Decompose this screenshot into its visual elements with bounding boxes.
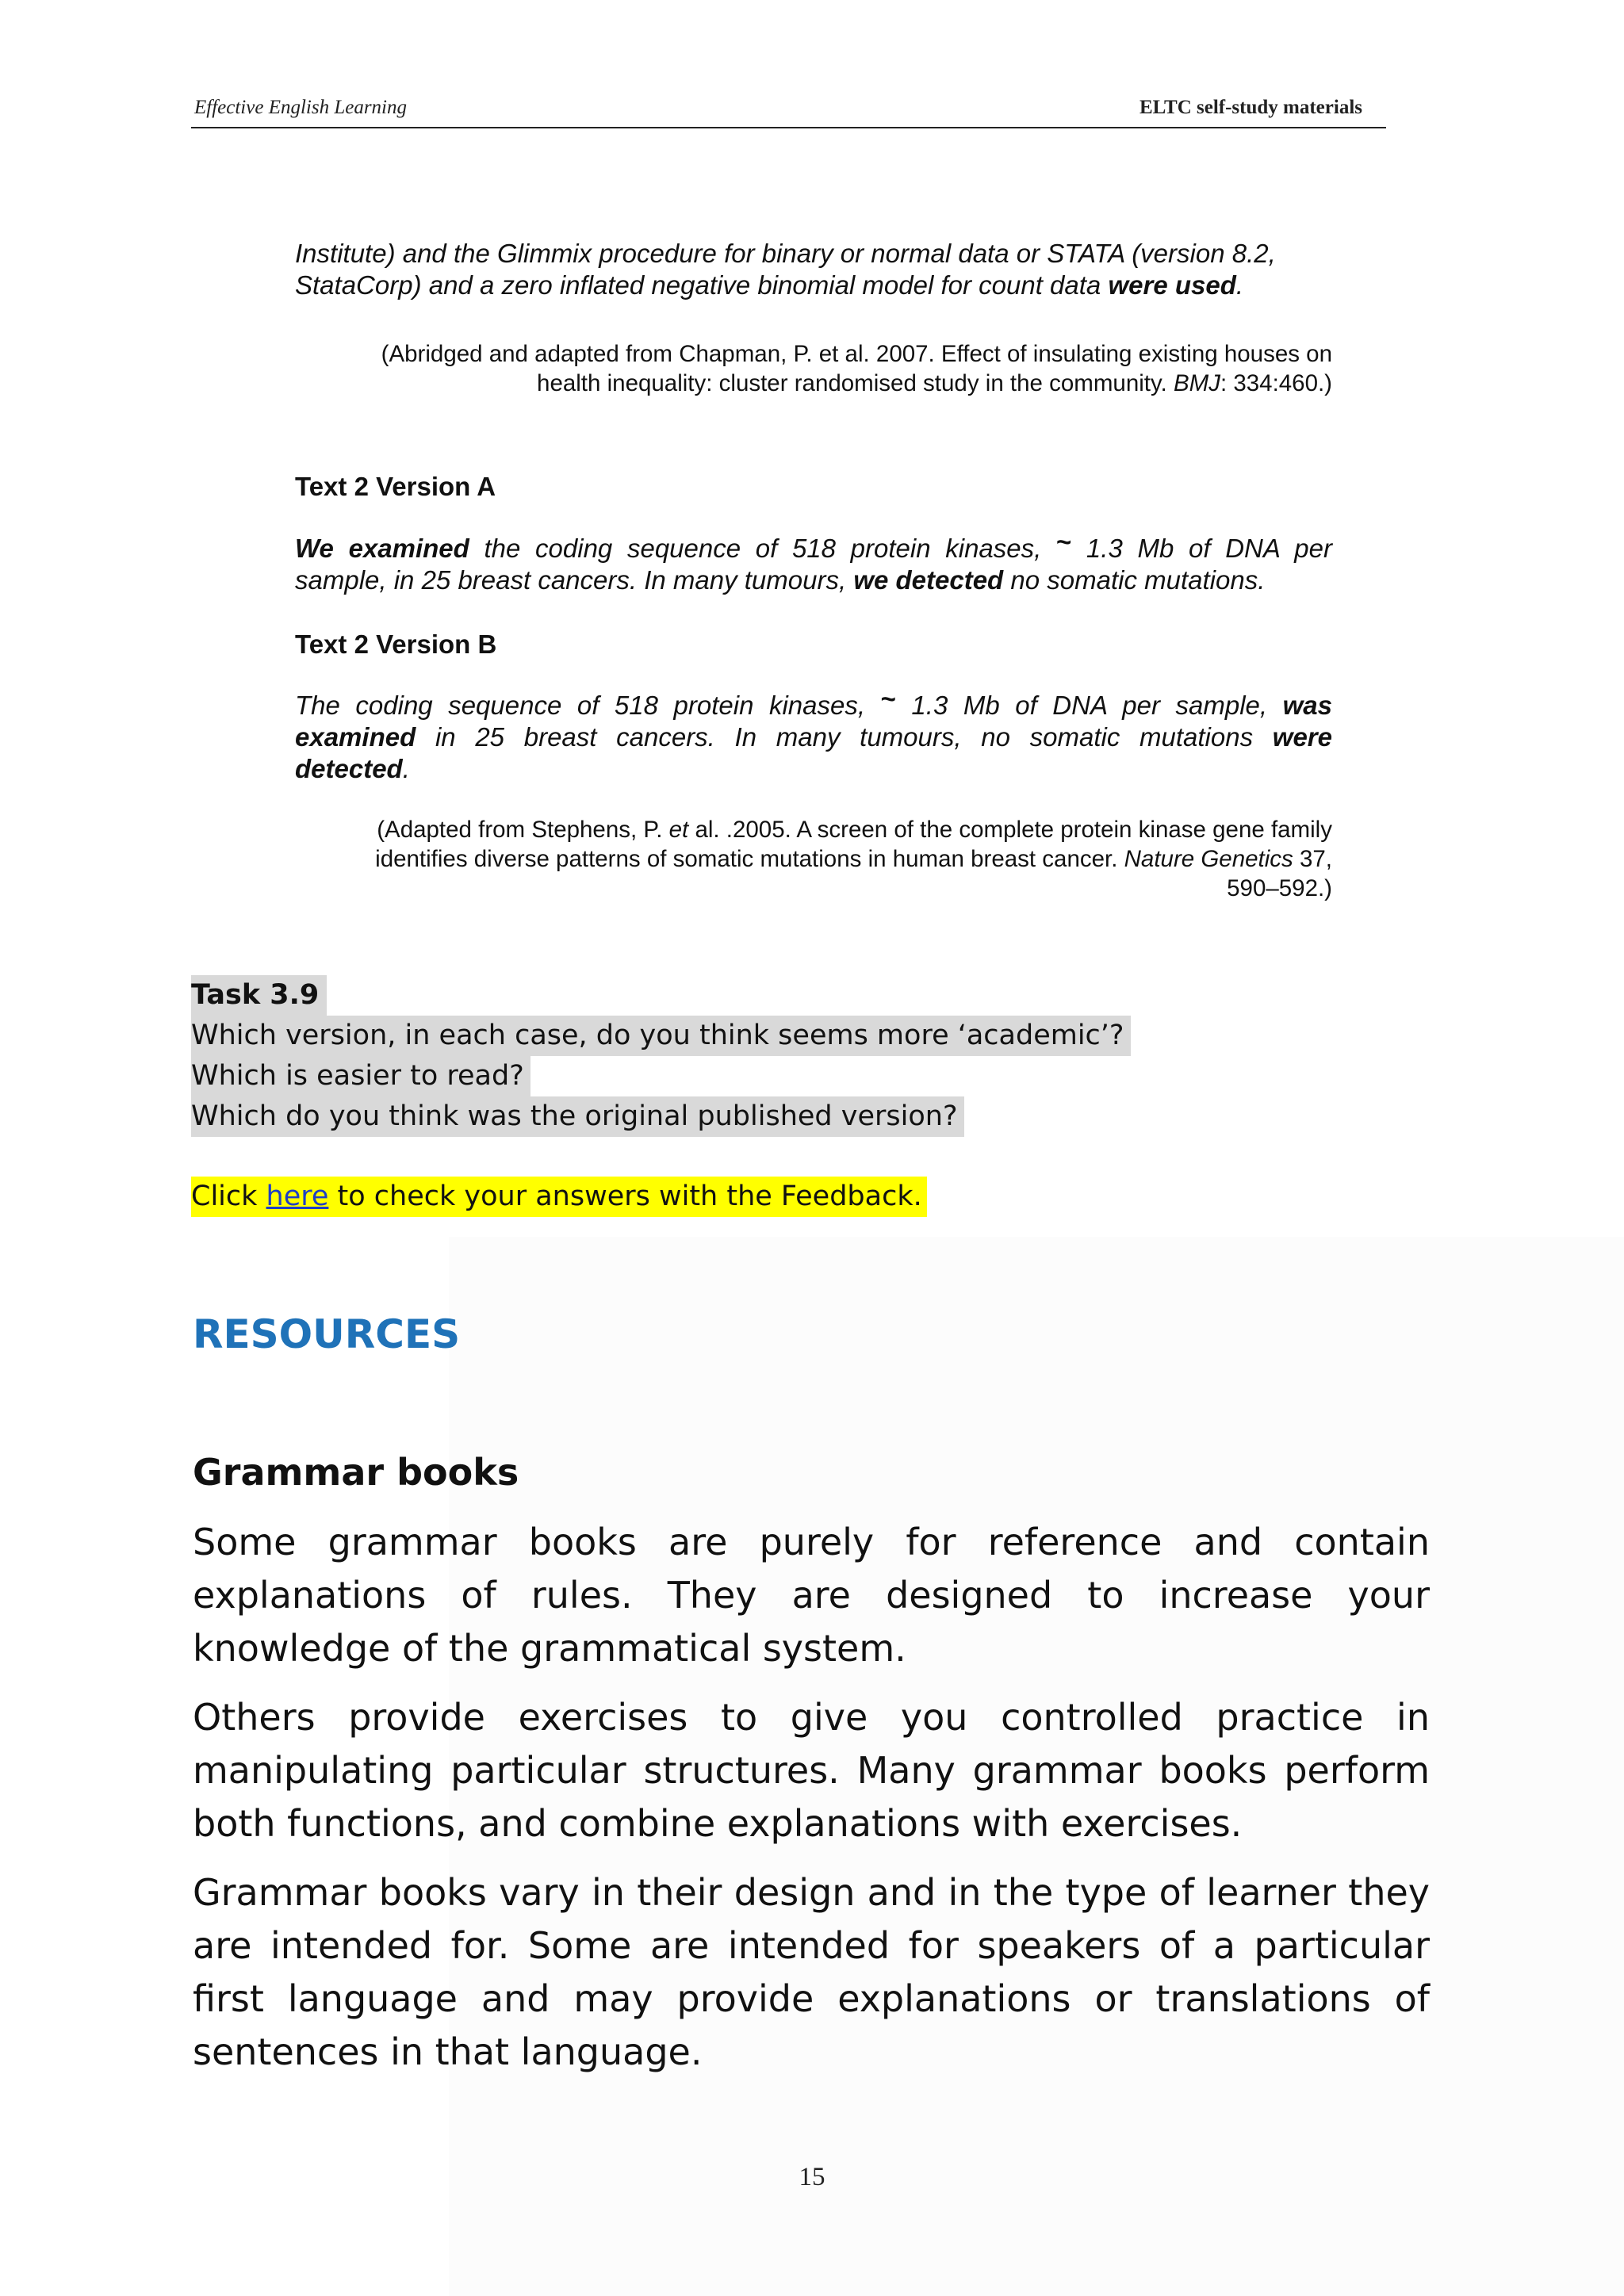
page-number: 15 — [799, 2163, 825, 2191]
task-question-2: Which is easier to read? — [191, 1056, 530, 1096]
tilde-symbol: ~ — [1055, 527, 1072, 557]
journal-name: BMJ — [1173, 370, 1220, 396]
feedback-prompt: Click here to check your answers with the Feedback. — [191, 1177, 927, 1217]
bold-phrase: were used — [1108, 270, 1236, 300]
task-question-1: Which version, in each case, do you think seems more ‘academic’? — [191, 1016, 1131, 1056]
header-left-title: Effective English Learning — [194, 97, 408, 118]
source-line: identifies diverse patterns of somatic mutations in human breast cancer. Nature Genetics 37, — [375, 846, 1332, 872]
task-title: Task 3.9 — [191, 975, 327, 1016]
source-line: (Abridged and adapted from Chapman, P. et al. 2007. Effect of insulating existing houses on — [381, 341, 1332, 367]
paragraph-3: Grammar books vary in their design and in the type of learner they are intended for. Some are intended for speakers of a particular first language and may provide explanations or translations of sentences in that language. — [193, 1871, 1430, 2073]
paragraph-1: Some grammar books are purely for reference and contain explanations of rules. They are designed to increase your knowledge of the grammatical system. — [193, 1521, 1430, 1670]
task-question-3: Which do you think was the original published version? — [191, 1096, 964, 1137]
text1-extract — [295, 238, 1332, 301]
text2b-source — [295, 815, 1332, 903]
text2b-heading: Text 2 Version B — [295, 629, 497, 659]
text2a-heading: Text 2 Version A — [295, 472, 496, 501]
grammar-books-heading: Grammar books — [193, 1451, 519, 1494]
source-line: (Adapted from Stephens, P. et al. .2005. A screen of the complete protein kinase gene family — [377, 817, 1332, 843]
text1-source — [295, 339, 1332, 398]
journal-name: Nature Genetics — [1124, 846, 1293, 872]
feedback-link[interactable]: here — [266, 1181, 329, 1212]
task-box — [191, 975, 1131, 1137]
text2b-line1: The coding sequence of 518 protein kinases, ~ 1.3 Mb of DNA per sample, was — [295, 684, 1332, 720]
text2b-line2: examined in 25 breast cancers. In many tumours, no somatic mutations were — [295, 722, 1332, 752]
text2a-line2: sample, in 25 breast cancers. In many tumours, we detected no somatic mutations. — [295, 565, 1266, 595]
text2a-body — [295, 527, 1333, 596]
text1-line2: StataCorp) and a zero inflated negative binomial model for count data were used. — [295, 270, 1244, 300]
text2b-line3: detected. — [295, 754, 410, 783]
tilde-symbol: ~ — [880, 684, 896, 714]
resources-body — [193, 1516, 1430, 2079]
text1-line1: Institute) and the Glimmix procedure for binary or normal data or STATA (version 8.2, — [295, 239, 1276, 268]
resources-heading: RESOURCES — [193, 1311, 461, 1357]
paragraph-2: Others provide exercises to give you controlled practice in manipulating particular structures. Many grammar books perform both functions, and combine explanations with exercises. — [193, 1696, 1430, 1845]
header-right-title: ELTC self-study materials — [1139, 97, 1362, 118]
text2a-line1: We examined the coding sequence of 518 protein kinases, ~ 1.3 Mb of DNA per — [295, 527, 1333, 563]
text2b-body — [295, 684, 1332, 785]
source-line: health inequality: cluster randomised study in the community. BMJ: 334:460.) — [537, 370, 1332, 396]
running-header — [191, 94, 1386, 128]
source-line: 590–592.) — [1227, 875, 1332, 901]
